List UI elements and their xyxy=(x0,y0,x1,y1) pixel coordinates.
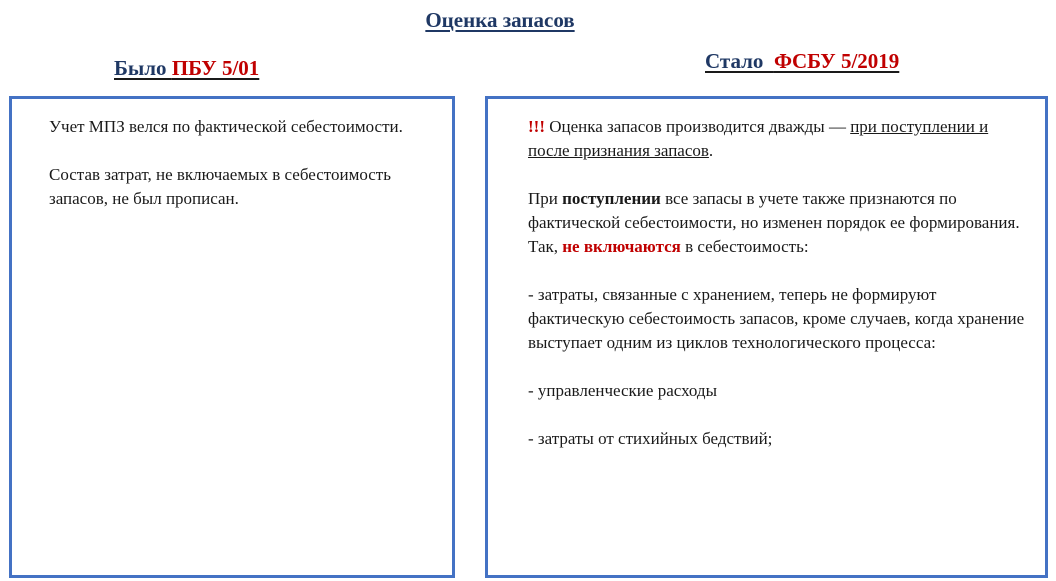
intro-text: Оценка запасов производится дважды — xyxy=(544,117,851,136)
left-heading-standard: ПБУ 5/01 xyxy=(171,56,260,80)
list-item: - затраты, связанные с хранением, теперь не формируют фактическую себестоимость запасов, кроме случаев, когда хранение выступает одним из циклов технологического процесса: xyxy=(528,285,1025,352)
receipt-start: При xyxy=(528,189,563,208)
page-title: Оценка запасов xyxy=(425,8,575,32)
right-panel xyxy=(485,96,1048,578)
left-column-heading xyxy=(114,56,259,81)
intro-end: . xyxy=(708,141,714,160)
receipt-end: в себестоимость: xyxy=(680,237,809,256)
left-heading-prefix: Было xyxy=(114,56,172,80)
list-item: - управленческие расходы xyxy=(528,381,718,400)
receipt-middle: все запасы в учете также признаются по фактической себестоимости, но изменен порядок ее формирования. Так, xyxy=(528,189,1020,256)
right-paragraph-receipt xyxy=(528,187,1028,259)
right-column-heading xyxy=(705,49,899,74)
left-paragraph: Состав затрат, не включаемых в себестоимость запасов, не был прописан. xyxy=(49,165,391,208)
right-heading-standard: ФСБУ 5/2019 xyxy=(773,49,900,73)
right-heading-prefix: Стало xyxy=(705,49,774,73)
left-panel-text xyxy=(49,115,429,235)
receipt-bold: поступлении xyxy=(562,189,661,208)
intro-underlined: при поступлении и после признания запасов xyxy=(528,117,989,160)
right-panel-text xyxy=(528,115,1028,475)
list-item: - затраты от стихийных бедствий; xyxy=(528,429,773,448)
attention-marker: !!! xyxy=(528,117,545,136)
left-paragraph: Учет МПЗ велся по фактической себестоимости. xyxy=(49,117,403,136)
right-paragraph-intro xyxy=(528,115,1028,163)
left-panel xyxy=(9,96,455,578)
receipt-excluded: не включаются xyxy=(562,237,681,256)
